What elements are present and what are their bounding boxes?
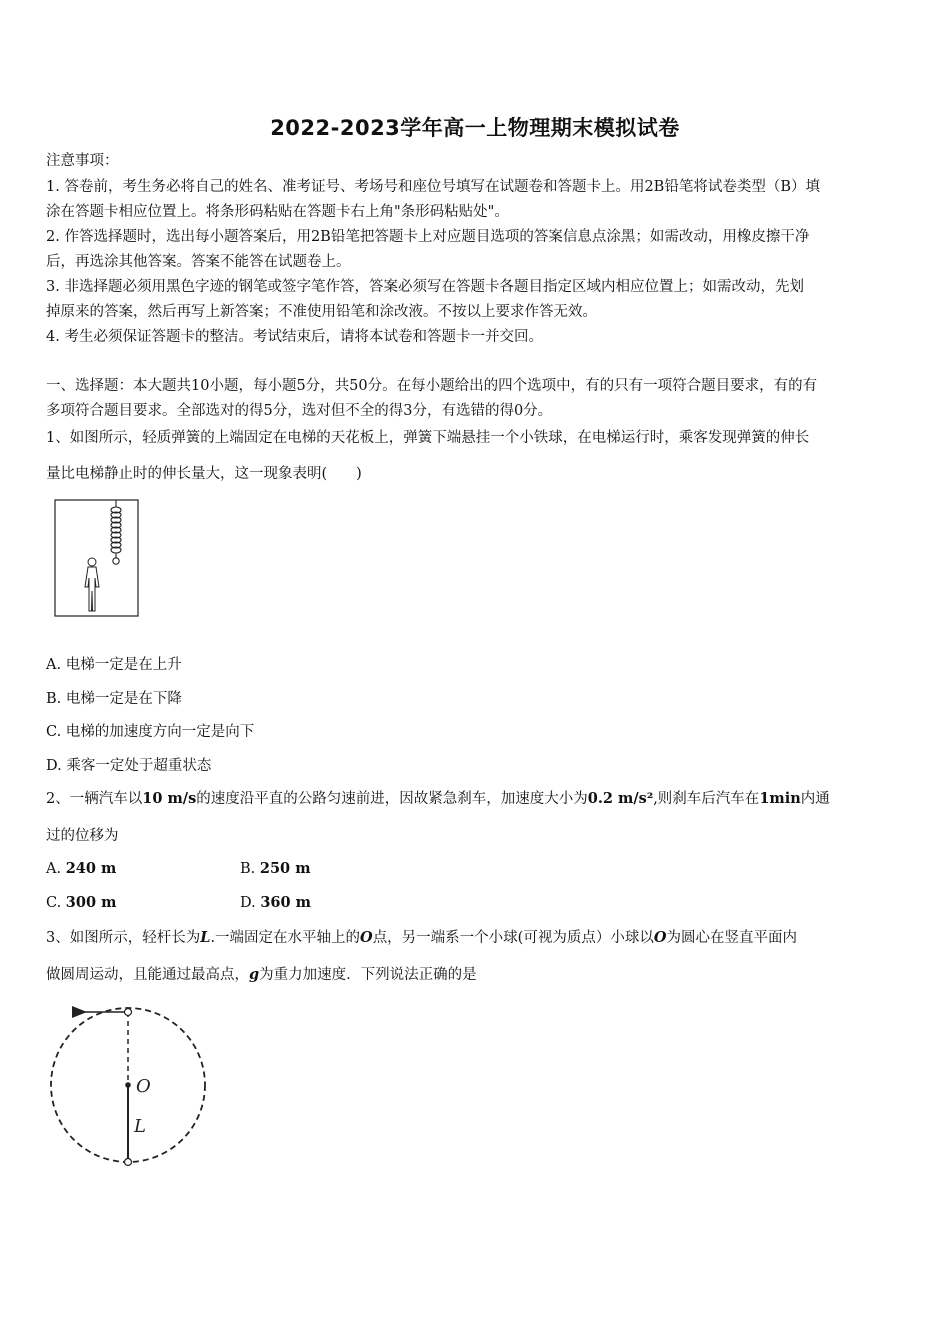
notice-line: 涂在答题卡相应位置上。将条形码粘贴在答题卡右上角"条形码粘贴处"。 [46,204,509,220]
option-value: 360 m [260,894,311,911]
q3-stem-text: .一端固定在水平轴上的 [210,930,361,946]
q2-stem-text: 2、一辆汽车以 [46,791,143,807]
q1-stem: 1、如图所示，轻质弹簧的上端固定在电梯的天花板上，弹簧下端悬挂一个小铁球，在电梯运行时，乘客发现弹簧的伸长 [46,430,810,446]
bottom-ball-icon [125,1159,132,1166]
page-title: 2022-2023学年高一上物理期末模拟试卷 [270,116,680,140]
option-value: 240 m [65,860,117,877]
notice-line: 3. 非选择题必须用黑色字迹的钢笔或签字笔作答，答案必须写在答题卡各题目指定区域内相应位置上；如需改动，先划 [46,279,804,295]
q2-acceleration-value: 0.2 m/s² [587,790,654,807]
option-label: B. [240,861,256,877]
q1-option-a: A. 电梯一定是在上升 [46,657,182,673]
axis-point-icon [125,1082,131,1088]
center-label: O [136,1076,151,1097]
spring-icon [111,500,121,558]
option-value: 300 m [65,894,117,911]
q2-option-d [240,893,311,913]
notice-heading: 注意事项： [46,153,119,169]
option-label: A. [46,861,62,877]
notice-line: 1. 答卷前，考生务必将自己的姓名、准考证号、考场号和座位号填写在试题卷和答题卡上。用2B铅笔将试卷类型（B）填 [46,179,820,195]
q3-stem-text: 点，另一端系一个小球(可视为质点）小球以 [372,930,654,946]
q3-stem-text: 为重力加速度．下列说法正确的是 [259,967,477,983]
q3-length-symbol: L [200,929,211,946]
q2-stem-text: 内通 [800,791,830,807]
q3-gravity-symbol: g [249,966,260,983]
q2-time-value: 1min [759,790,801,807]
circular-motion-figure [50,1004,210,1170]
option-label: C. [46,895,62,911]
notice-line: 4. 考生必须保证答题卡的整洁。考试结束后，请将本试卷和答题卡一并交回。 [46,329,543,345]
notice-line: 后，再选涂其他答案。答案不能答在试题卷上。 [46,254,351,270]
q2-stem [46,789,908,809]
q1-option-d: D. 乘客一定处于超重状态 [46,758,212,774]
q3-stem-text: 做圆周运动，且能通过最高点， [46,967,249,983]
q3-stem [46,965,908,985]
rod-label: L [134,1116,146,1137]
option-label: D. [240,895,256,911]
q1-option-c: C. 电梯的加速度方向一定是向下 [46,724,255,740]
section-instruction: 一、选择题：本大题共10小题，每小题5分，共50分。在每小题给出的四个选项中，有的只有一项符合题目要求，有的有 [46,378,818,394]
q2-stem-text: ,则刹车后汽车在 [653,791,760,807]
q3-stem-text: 为圆心在竖直平面内 [666,930,797,946]
q3-point-symbol: O [360,929,373,946]
q1-stem: 量比电梯静止时的伸长量大，这一现象表明( ) [46,466,362,482]
q3-stem-text: 3、如图所示，轻杆长为 [46,930,201,946]
option-value: 250 m [259,860,311,877]
elevator-figure [54,499,140,619]
q2-stem-text: 的速度沿平直的公路匀速前进，因故紧急刹车，加速度大小为 [196,791,588,807]
q1-option-b: B. 电梯一定是在下降 [46,691,182,707]
q2-option-b [240,859,311,879]
section-instruction: 多项符合题目要求。全部选对的得5分，选对但不全的得3分，有选错的得0分。 [46,403,553,419]
q3-point-symbol: O [653,929,667,946]
q2-speed-value: 10 m/s [142,790,197,807]
notice-line: 2. 作答选择题时，选出每小题答案后，用2B铅笔把答题卡上对应题目选项的答案信息点涂黑；如需改动，用橡皮擦干净 [46,229,810,245]
top-ball-icon [125,1009,132,1016]
passenger-icon [85,558,99,611]
q2-option-c [46,893,116,913]
q2-option-a [46,859,116,879]
q3-stem [46,928,908,948]
iron-ball-icon [113,558,119,564]
notice-line: 掉原来的答案，然后再写上新答案；不准使用铅笔和涂改液。不按以上要求作答无效。 [46,304,597,320]
q2-stem: 过的位移为 [46,828,119,844]
